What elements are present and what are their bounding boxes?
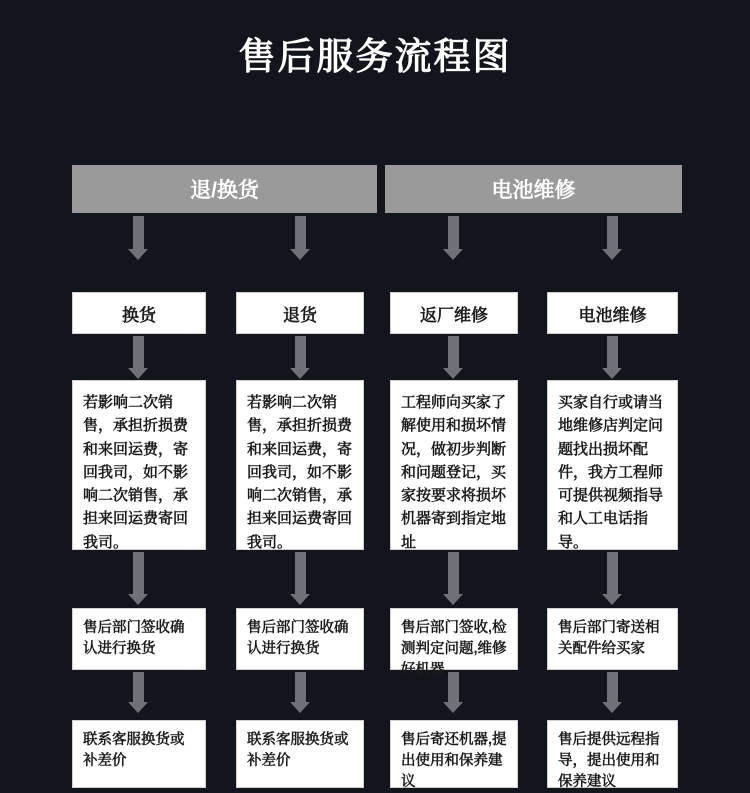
step3-box-factory-repair — [390, 608, 518, 679]
detail-box-battery-repair — [547, 380, 678, 550]
header-box-battery — [385, 165, 682, 213]
stage-box-battery-repair — [547, 292, 678, 334]
step3-box-return — [236, 608, 364, 670]
header-label-battery: 电池维修 — [491, 179, 576, 202]
step4-text-factory-repair: 售后寄还机器,提出使用和保养建议 — [401, 732, 507, 791]
step4-text-battery-repair: 售后提供远程指导，提出使用和保养建议 — [558, 732, 660, 791]
detail-text-factory-repair: 工程师向买家了解使用和损坏情况，做初步判断和问题登记，买家按要求将损坏机器寄到指定地址 — [401, 394, 507, 551]
step3-box-exchange — [72, 608, 206, 670]
step4-box-return — [236, 720, 364, 788]
step4-text-exchange: 联系客服换货或补差价 — [83, 732, 185, 770]
step4-box-exchange — [72, 720, 206, 788]
step4-box-battery-repair — [547, 720, 678, 791]
detail-box-exchange — [72, 380, 206, 550]
header-box-returns — [72, 165, 377, 213]
step3-text-return: 售后部门签收确认进行换货 — [247, 620, 349, 658]
flowchart-diagram — [0, 80, 750, 791]
step4-box-factory-repair — [390, 720, 518, 791]
detail-box-factory-repair — [390, 380, 518, 550]
detail-text-battery-repair: 买家自行或请当地维修店判定问题找出损坏配件，我方工程师可提供视频指导和人工电话指导。 — [558, 394, 664, 551]
step3-text-battery-repair: 售后部门寄送相关配件给买家 — [558, 620, 660, 658]
stage-label-exchange: 换货 — [122, 305, 156, 325]
page-title: 售后服务流程图 — [238, 36, 512, 77]
header-label-returns: 退/换货 — [190, 179, 259, 202]
step4-text-return: 联系客服换货或补差价 — [247, 732, 349, 770]
stage-label-return: 退货 — [283, 305, 317, 325]
stage-box-exchange — [72, 292, 206, 334]
stage-label-factory-repair: 返厂维修 — [420, 305, 488, 325]
detail-text-return: 若影响二次销售，承担折损费和来回运费，寄回我司，如不影响二次销售，承担来回运费寄回我司。 — [247, 394, 353, 551]
stage-box-return — [236, 292, 364, 334]
step3-text-exchange: 售后部门签收确认进行换货 — [83, 620, 185, 658]
step3-text-factory-repair: 售后部门签收,检测判定问题,维修好机器 — [401, 620, 507, 679]
stage-label-battery-repair: 电池维修 — [578, 305, 647, 325]
detail-text-exchange: 若影响二次销售，承担折损费和来回运费，寄回我司，如不影响二次销售，承担来回运费寄回我司。 — [83, 394, 189, 551]
step3-box-battery-repair — [547, 608, 678, 670]
detail-box-return — [236, 380, 364, 550]
stage-box-factory-repair — [390, 292, 518, 334]
